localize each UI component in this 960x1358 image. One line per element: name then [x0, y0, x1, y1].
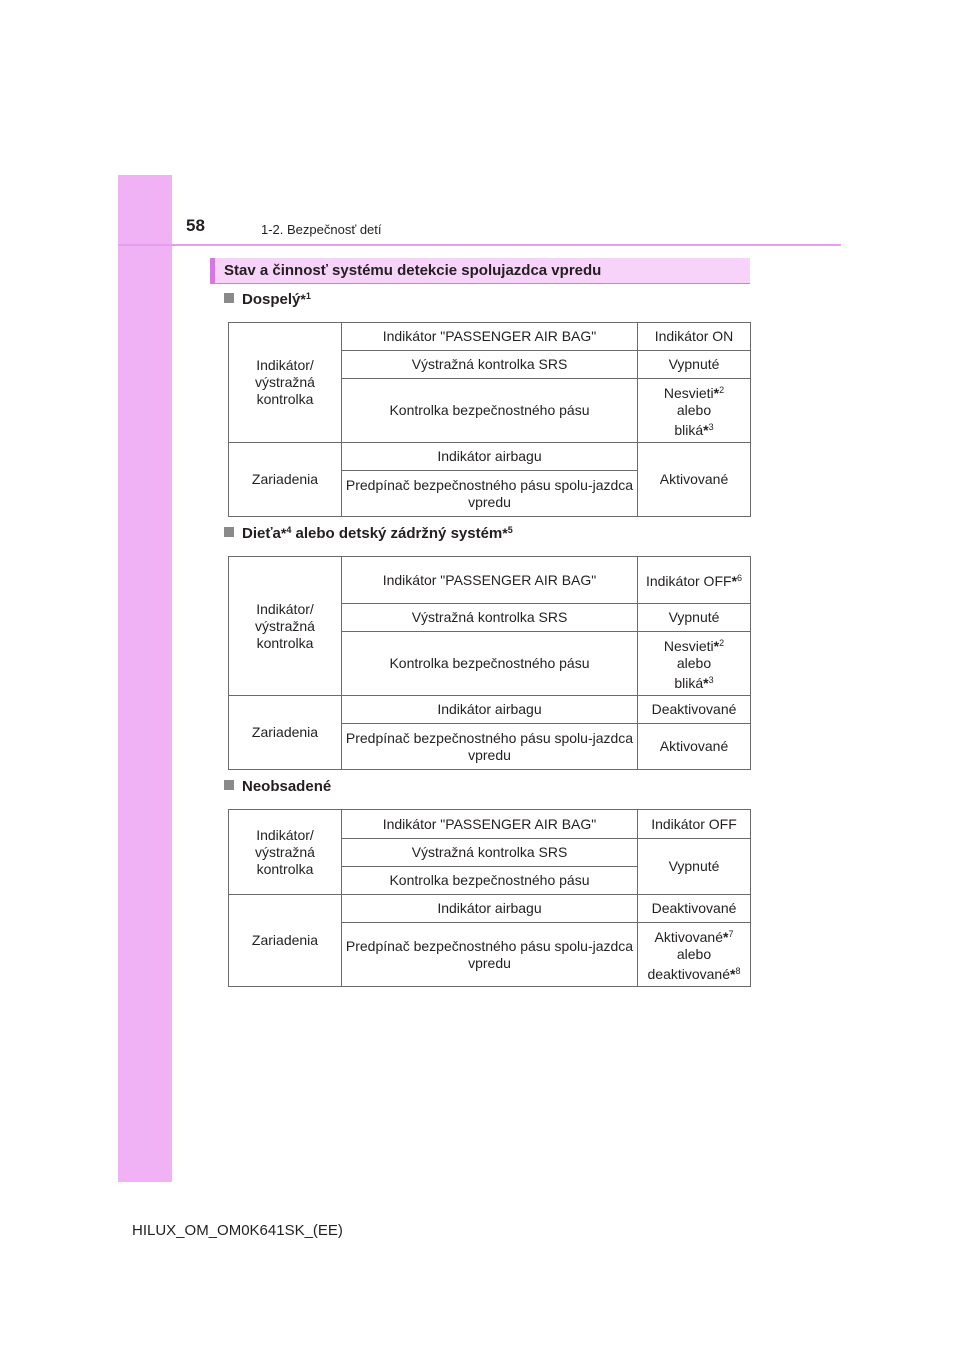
- table-row: [229, 323, 751, 351]
- table-cell: Výstražná kontrolka SRS: [342, 604, 638, 632]
- table-cell: Predpínač bezpečnostného pásu spolu-jazdca vpredu: [342, 724, 638, 770]
- group-label: Zariadenia: [229, 895, 342, 987]
- section-heading: [210, 258, 750, 284]
- table-cell: Deaktivované: [638, 895, 751, 923]
- table-cell: Nesvieti*$^2$ alebo bliká*$^3$: [638, 632, 751, 696]
- table-cell: Kontrolka bezpečnostného pásu: [342, 632, 638, 696]
- table-row: [229, 810, 751, 839]
- table-cell: Aktivované: [638, 724, 751, 770]
- table-cell: Indikátor "PASSENGER AIR BAG": [342, 323, 638, 351]
- table-cell: Deaktivované: [638, 696, 751, 724]
- table-unoccupied: [228, 809, 751, 987]
- table-cell: Vypnuté: [638, 351, 751, 379]
- group-label: Indikátor/ výstražná kontrolka: [229, 323, 342, 443]
- table-row: [229, 443, 751, 471]
- bullet-square-icon: [224, 293, 234, 303]
- section-heading-text: Stav a činnosť systému detekcie spolujazdca vpredu: [224, 262, 602, 279]
- table-cell: Výstražná kontrolka SRS: [342, 351, 638, 379]
- bullet-square-icon: [224, 780, 234, 790]
- table-adult: [228, 322, 751, 517]
- side-tab-bar: [118, 175, 172, 1182]
- group-label: Indikátor/ výstražná kontrolka: [229, 557, 342, 696]
- subheading-adult: Dospelý*$^1$: [224, 291, 311, 308]
- table-cell: Predpínač bezpečnostného pásu spolu-jazdca vpredu: [342, 923, 638, 987]
- table-cell: Kontrolka bezpečnostného pásu: [342, 379, 638, 443]
- table-cell: Indikátor "PASSENGER AIR BAG": [342, 810, 638, 839]
- page-number: 58: [186, 216, 205, 235]
- table-cell: Aktivované: [638, 443, 751, 517]
- table-cell: Indikátor airbagu: [342, 895, 638, 923]
- table-row: [229, 895, 751, 923]
- table-cell: Nesvieti*$^2$ alebo bliká*$^3$: [638, 379, 751, 443]
- group-label: Zariadenia: [229, 696, 342, 770]
- table-cell: Indikátor ON: [638, 323, 751, 351]
- table-row: [229, 557, 751, 604]
- table-cell: Vypnuté: [638, 839, 751, 895]
- table-cell: Aktivované*$^7$ alebo deaktivované*$^8$: [638, 923, 751, 987]
- table-child: [228, 556, 751, 770]
- table-cell: Kontrolka bezpečnostného pásu: [342, 867, 638, 895]
- group-label: Zariadenia: [229, 443, 342, 517]
- table-cell: Indikátor airbagu: [342, 696, 638, 724]
- table-cell: Výstražná kontrolka SRS: [342, 839, 638, 867]
- table-cell: Indikátor OFF*$^6$: [638, 557, 751, 604]
- subheading-child: Dieťa*$^4$ alebo detský zádržný systém*$^5$: [224, 525, 513, 542]
- table-cell: Predpínač bezpečnostného pásu spolu-jazdca vpredu: [342, 471, 638, 517]
- chapter-title: 1-2. Bezpečnosť detí: [261, 222, 382, 237]
- table-row: [229, 696, 751, 724]
- table-cell: Vypnuté: [638, 604, 751, 632]
- subheading-unoccupied: Neobsadené: [224, 778, 331, 795]
- footer-code: HILUX_OM_OM0K641SK_(EE): [132, 1222, 343, 1239]
- table-cell: Indikátor OFF: [638, 810, 751, 839]
- header-rule: [118, 244, 841, 246]
- table-cell: Indikátor airbagu: [342, 443, 638, 471]
- bullet-square-icon: [224, 527, 234, 537]
- table-cell: Indikátor "PASSENGER AIR BAG": [342, 557, 638, 604]
- group-label: Indikátor/ výstražná kontrolka: [229, 810, 342, 895]
